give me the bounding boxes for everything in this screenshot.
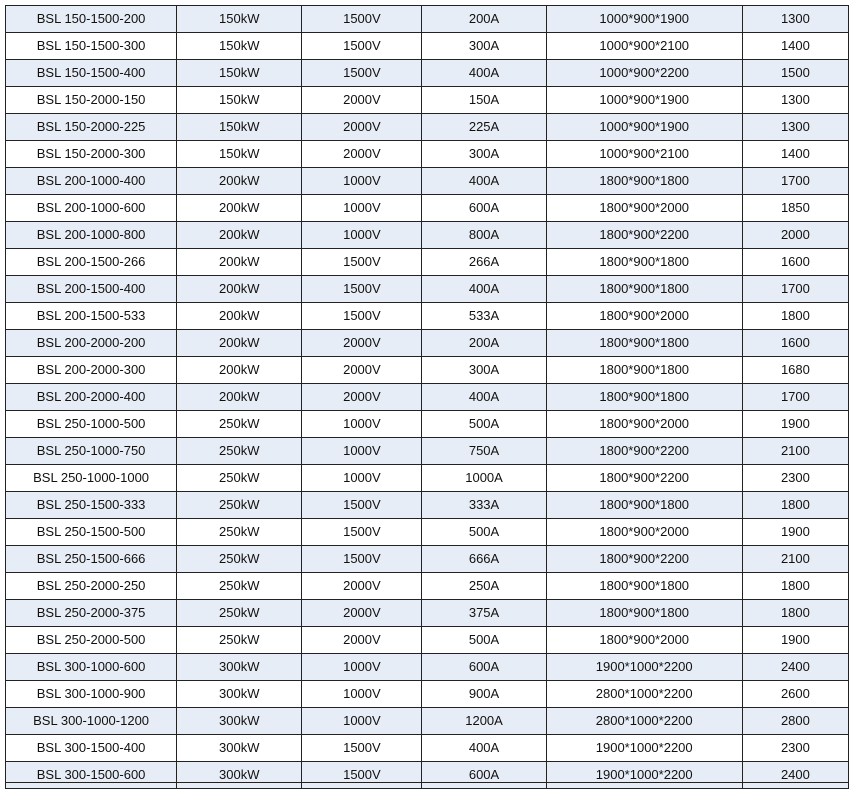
current-cell: 533A [422,303,546,330]
weight-cell: 2100 [742,546,848,573]
dimensions-cell: 1800*900*1800 [546,573,742,600]
dimensions-cell: 1000*900*1900 [546,6,742,33]
power-cell: 250kW [177,546,302,573]
voltage-cell: 1000V [302,195,422,222]
power-cell: 200kW [177,195,302,222]
table-row [6,627,849,654]
table-row [6,654,849,681]
power-cell: 150kW [177,33,302,60]
voltage-cell: 1000V [302,681,422,708]
weight-cell: 2800 [742,708,848,735]
weight-cell: 1800 [742,573,848,600]
table-row [6,303,849,330]
table-row [6,6,849,33]
voltage-cell: 2000V [302,573,422,600]
weight-cell: 2600 [742,681,848,708]
power-cell: 200kW [177,357,302,384]
voltage-cell: 1500V [302,762,422,789]
weight-cell: 1700 [742,276,848,303]
model-cell: BSL 300-1000-600 [6,654,177,681]
weight-cell: 2300 [742,735,848,762]
dimensions-cell: 2800*1000*2200 [546,681,742,708]
weight-cell: 1400 [742,33,848,60]
current-cell: 750A [422,438,546,465]
current-cell: 300A [422,141,546,168]
voltage-cell: 2000V [302,357,422,384]
table-row [6,141,849,168]
current-cell: 800A [422,222,546,249]
voltage-cell: 1000V [302,168,422,195]
power-cell: 250kW [177,519,302,546]
voltage-cell: 2000V [302,600,422,627]
dimensions-cell: 1900*1000*2200 [546,735,742,762]
table-row [6,519,849,546]
table-row [6,222,849,249]
weight-cell: 1900 [742,627,848,654]
weight-cell: 1300 [742,87,848,114]
table-row [6,114,849,141]
model-cell: BSL 250-1500-500 [6,519,177,546]
model-cell: BSL 200-2000-300 [6,357,177,384]
current-cell: 600A [422,762,546,789]
power-cell: 200kW [177,303,302,330]
voltage-cell: 1000V [302,411,422,438]
weight-cell: 2400 [742,654,848,681]
model-cell: BSL 200-1500-266 [6,249,177,276]
weight-cell: 1600 [742,249,848,276]
weight-cell: 2100 [742,438,848,465]
weight-cell: 1300 [742,6,848,33]
weight-cell: 1700 [742,168,848,195]
current-cell: 900A [422,681,546,708]
current-cell: 200A [422,6,546,33]
voltage-cell: 1500V [302,303,422,330]
weight-cell: 2400 [742,762,848,789]
weight-cell: 1680 [742,357,848,384]
current-cell: 333A [422,492,546,519]
weight-cell: 1900 [742,519,848,546]
power-cell: 300kW [177,735,302,762]
dimensions-cell: 1800*900*2200 [546,465,742,492]
power-cell: 250kW [177,411,302,438]
weight-cell: 2300 [742,465,848,492]
dimensions-cell: 1800*900*2000 [546,411,742,438]
power-cell: 250kW [177,600,302,627]
model-cell: BSL 200-1000-600 [6,195,177,222]
power-cell: 250kW [177,492,302,519]
model-cell: BSL 250-2000-250 [6,573,177,600]
model-cell: BSL 250-1500-666 [6,546,177,573]
dimensions-cell: 1900*1000*2200 [546,762,742,789]
weight-cell: 1800 [742,492,848,519]
voltage-cell: 2000V [302,384,422,411]
table-row [6,681,849,708]
voltage-cell: 1000V [302,438,422,465]
power-cell: 250kW [177,438,302,465]
model-cell: BSL 250-1000-750 [6,438,177,465]
power-cell: 300kW [177,681,302,708]
power-cell: 200kW [177,168,302,195]
model-cell: BSL 250-1000-500 [6,411,177,438]
table-row [6,465,849,492]
table-row [6,33,849,60]
model-cell: BSL 300-1000-900 [6,681,177,708]
model-cell: BSL 150-1500-400 [6,60,177,87]
model-cell: BSL 250-1000-1000 [6,465,177,492]
dimensions-cell: 1800*900*2200 [546,438,742,465]
model-cell: BSL 250-2000-500 [6,627,177,654]
power-cell: 150kW [177,141,302,168]
voltage-cell: 1500V [302,276,422,303]
current-cell: 400A [422,60,546,87]
weight-cell: 2000 [742,222,848,249]
power-cell: 250kW [177,465,302,492]
current-cell: 375A [422,600,546,627]
voltage-cell: 2000V [302,114,422,141]
table-row [6,357,849,384]
voltage-cell: 2000V [302,141,422,168]
table-row [6,168,849,195]
current-cell: 400A [422,276,546,303]
power-cell: 200kW [177,276,302,303]
current-cell: 600A [422,654,546,681]
table-row [6,438,849,465]
current-cell: 500A [422,411,546,438]
voltage-cell: 1500V [302,249,422,276]
dimensions-cell: 1000*900*1900 [546,87,742,114]
current-cell: 266A [422,249,546,276]
table-row [6,195,849,222]
table-row [6,735,849,762]
weight-cell: 1500 [742,60,848,87]
weight-cell: 1850 [742,195,848,222]
current-cell: 300A [422,357,546,384]
current-cell: 500A [422,519,546,546]
dimensions-cell: 1800*900*2200 [546,546,742,573]
table-row [6,384,849,411]
power-cell: 200kW [177,249,302,276]
dimensions-cell: 1900*1000*2200 [546,654,742,681]
power-cell: 300kW [177,762,302,789]
voltage-cell: 1500V [302,60,422,87]
voltage-cell: 1500V [302,33,422,60]
model-cell: BSL 200-1500-533 [6,303,177,330]
dimensions-cell: 1800*900*1800 [546,276,742,303]
model-cell: BSL 150-1500-200 [6,6,177,33]
model-cell: BSL 200-1000-400 [6,168,177,195]
model-cell: BSL 200-1000-800 [6,222,177,249]
weight-cell: 1800 [742,600,848,627]
dimensions-cell: 1800*900*2000 [546,627,742,654]
current-cell: 1000A [422,465,546,492]
table-row [6,492,849,519]
current-cell: 600A [422,195,546,222]
power-cell: 150kW [177,6,302,33]
dimensions-cell: 1800*900*1800 [546,492,742,519]
power-cell: 200kW [177,330,302,357]
power-cell: 250kW [177,627,302,654]
model-cell: BSL 150-2000-225 [6,114,177,141]
voltage-cell: 2000V [302,330,422,357]
power-cell: 150kW [177,60,302,87]
dimensions-cell: 1800*900*1800 [546,168,742,195]
dimensions-cell: 1800*900*2200 [546,222,742,249]
dimensions-cell: 1800*900*1800 [546,330,742,357]
voltage-cell: 1500V [302,492,422,519]
table-continuation-edge [5,782,849,793]
table-row [6,600,849,627]
weight-cell: 1700 [742,384,848,411]
model-cell: BSL 200-1500-400 [6,276,177,303]
dimensions-cell: 1800*900*2000 [546,519,742,546]
dimensions-cell: 1800*900*2000 [546,195,742,222]
voltage-cell: 1000V [302,708,422,735]
weight-cell: 1600 [742,330,848,357]
voltage-cell: 1500V [302,546,422,573]
current-cell: 400A [422,735,546,762]
current-cell: 200A [422,330,546,357]
voltage-cell: 1500V [302,6,422,33]
power-cell: 150kW [177,114,302,141]
model-cell: BSL 200-2000-200 [6,330,177,357]
weight-cell: 1900 [742,411,848,438]
table-row [6,276,849,303]
dimensions-cell: 1800*900*2000 [546,303,742,330]
model-cell: BSL 300-1500-400 [6,735,177,762]
model-cell: BSL 150-2000-150 [6,87,177,114]
current-cell: 150A [422,87,546,114]
model-cell: BSL 150-2000-300 [6,141,177,168]
power-cell: 300kW [177,654,302,681]
table-row [6,330,849,357]
weight-cell: 1300 [742,114,848,141]
power-cell: 250kW [177,573,302,600]
table-row [6,411,849,438]
table-row [6,87,849,114]
weight-cell: 1400 [742,141,848,168]
dimensions-cell: 1000*900*2200 [546,60,742,87]
current-cell: 666A [422,546,546,573]
power-cell: 300kW [177,708,302,735]
current-cell: 500A [422,627,546,654]
table-row [6,60,849,87]
power-cell: 200kW [177,222,302,249]
current-cell: 225A [422,114,546,141]
current-cell: 1200A [422,708,546,735]
voltage-cell: 1000V [302,222,422,249]
weight-cell: 1800 [742,303,848,330]
dimensions-cell: 1800*900*1800 [546,249,742,276]
model-cell: BSL 250-2000-375 [6,600,177,627]
dimensions-cell: 2800*1000*2200 [546,708,742,735]
voltage-cell: 1000V [302,465,422,492]
dimensions-cell: 1800*900*1800 [546,384,742,411]
dimensions-cell: 1000*900*2100 [546,141,742,168]
table-row [6,546,849,573]
model-cell: BSL 150-1500-300 [6,33,177,60]
spec-table [5,5,849,789]
voltage-cell: 2000V [302,627,422,654]
dimensions-cell: 1000*900*1900 [546,114,742,141]
spec-table-body [6,6,849,789]
model-cell: BSL 300-1500-600 [6,762,177,789]
dimensions-cell: 1800*900*1800 [546,600,742,627]
table-row [6,573,849,600]
voltage-cell: 1500V [302,519,422,546]
table-row [6,708,849,735]
table-row [6,249,849,276]
model-cell: BSL 250-1500-333 [6,492,177,519]
current-cell: 400A [422,168,546,195]
voltage-cell: 1000V [302,654,422,681]
power-cell: 200kW [177,384,302,411]
voltage-cell: 2000V [302,87,422,114]
current-cell: 400A [422,384,546,411]
current-cell: 250A [422,573,546,600]
current-cell: 300A [422,33,546,60]
voltage-cell: 1500V [302,735,422,762]
power-cell: 150kW [177,87,302,114]
dimensions-cell: 1800*900*1800 [546,357,742,384]
model-cell: BSL 300-1000-1200 [6,708,177,735]
model-cell: BSL 200-2000-400 [6,384,177,411]
dimensions-cell: 1000*900*2100 [546,33,742,60]
